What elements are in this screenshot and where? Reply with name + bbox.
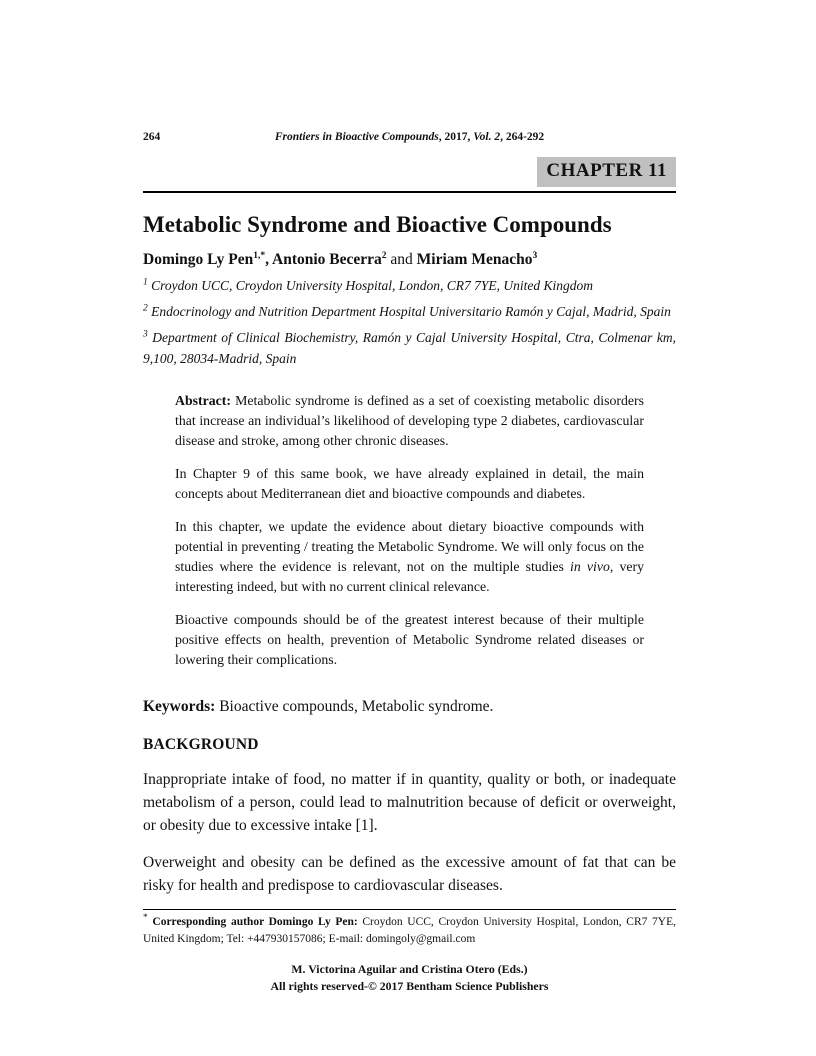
author-separator-1: ,: [265, 251, 273, 268]
keywords-text: Bioactive compounds, Metabolic syndrome.: [215, 698, 494, 715]
journal-year: , 2017,: [438, 131, 474, 143]
abstract-paragraph-1: [175, 391, 644, 451]
chapter-label: CHAPTER 11: [537, 157, 676, 187]
abstract-paragraph-4: Bioactive compounds should be of the greatest interest because of their multiple positive effects on health, prevention of Metabolic Syndrome related diseases or lowering their complications.: [175, 612, 644, 667]
footnote-asterisk: *: [143, 913, 148, 924]
abstract-block: [143, 391, 676, 670]
author-1-superscript: 1,*: [253, 250, 266, 261]
chapter-banner-row: [143, 155, 676, 199]
affiliation-3: [143, 327, 676, 369]
corresponding-author-footnote: [143, 914, 676, 947]
book-footer: [143, 961, 676, 994]
author-2-superscript: 2: [381, 250, 387, 261]
affiliation-3-text: Department of Clinical Biochemistry, Ramón y Cajal University Hospital, Ctra, Colmenar km, 9,100, 28034-Madrid, Spain: [143, 330, 676, 366]
abstract-paragraph-3: [175, 517, 644, 597]
abstract-paragraph-2: In Chapter 9 of this same book, we have already explained in detail, the main concepts about Mediterranean diet and bioactive compounds and diabetes.: [175, 466, 644, 501]
keywords-label: Keywords:: [143, 698, 216, 715]
abstract-paragraph-3-text-b: , very interesting indeed, but with no current clinical relevance.: [175, 559, 644, 594]
affiliation-2-superscript: 2: [143, 303, 148, 314]
affiliation-3-superscript: 3: [143, 329, 148, 340]
affiliation-1: [143, 275, 676, 296]
author-3-superscript: 3: [532, 250, 538, 261]
author-2: Antonio Becerra: [272, 251, 382, 268]
footnote-rule: [143, 909, 676, 910]
journal-name: Frontiers in Bioactive Compounds: [274, 131, 439, 143]
abstract-paragraph-1-text: Metabolic syndrome is defined as a set of coexisting metabolic disorders that increase an individual’s likelihood of developing type 2 diabetes, cardiovascular disease and stroke, among other chronic diseases.: [175, 393, 644, 448]
keywords-line: [143, 696, 676, 718]
affiliations-block: [143, 275, 676, 369]
journal-pages: , 264-292: [500, 131, 545, 143]
header-rule: [143, 191, 676, 193]
author-separator-2: and: [386, 251, 417, 268]
background-paragraph-1: Inappropriate intake of food, no matter if in quantity, quality or both, or inadequate metabolism of a person, could lead to malnutrition because of deficit or overweight, or obesity due to excessive intake [1].: [143, 771, 676, 834]
footnote-text: Croydon UCC, Croydon University Hospital, London, CR7 7YE, United Kingdom; Tel: +447930157086; E-mail: domingoly@gmail.com: [143, 916, 676, 945]
author-3: Miriam Menacho: [416, 251, 533, 268]
journal-volume: Vol. 2: [473, 131, 501, 143]
authors-line: [143, 251, 676, 269]
abstract-in-vivo-italic: in vivo: [570, 559, 610, 574]
author-1: Domingo Ly Pen: [143, 251, 254, 268]
abstract-label: Abstract:: [175, 393, 231, 408]
chapter-title: Metabolic Syndrome and Bioactive Compounds: [143, 212, 612, 237]
page-number: 264: [143, 131, 161, 143]
affiliation-1-superscript: 1: [143, 277, 148, 288]
affiliation-2-text: Endocrinology and Nutrition Department Hospital Universitario Ramón y Cajal, Madrid, Spain: [147, 304, 671, 319]
affiliation-2: [143, 301, 676, 322]
page-content: [143, 131, 676, 994]
footer-editors-line: M. Victorina Aguilar and Cristina Otero (Eds.): [291, 962, 528, 976]
footnote-bold-text: Corresponding author Domingo Ly Pen:: [147, 916, 358, 928]
running-header: [143, 131, 676, 147]
background-paragraph-2: Overweight and obesity can be defined as the excessive amount of fat that can be risky for health and predispose to cardiovascular diseases.: [143, 854, 676, 894]
journal-citation: [143, 131, 676, 143]
abstract-paragraph-3-text-a: In this chapter, we update the evidence about dietary bioactive compounds with potential in preventing / treating the Metabolic Syndrome. We will only focus on the studies where the evidence is relevant, not on the multiple studies: [175, 519, 644, 574]
footer-copyright-line: All rights reserved-© 2017 Bentham Science Publishers: [270, 978, 549, 993]
affiliation-1-text: Croydon UCC, Croydon University Hospital, London, CR7 7YE, United Kingdom: [147, 278, 594, 293]
background-heading: BACKGROUND: [143, 736, 259, 753]
